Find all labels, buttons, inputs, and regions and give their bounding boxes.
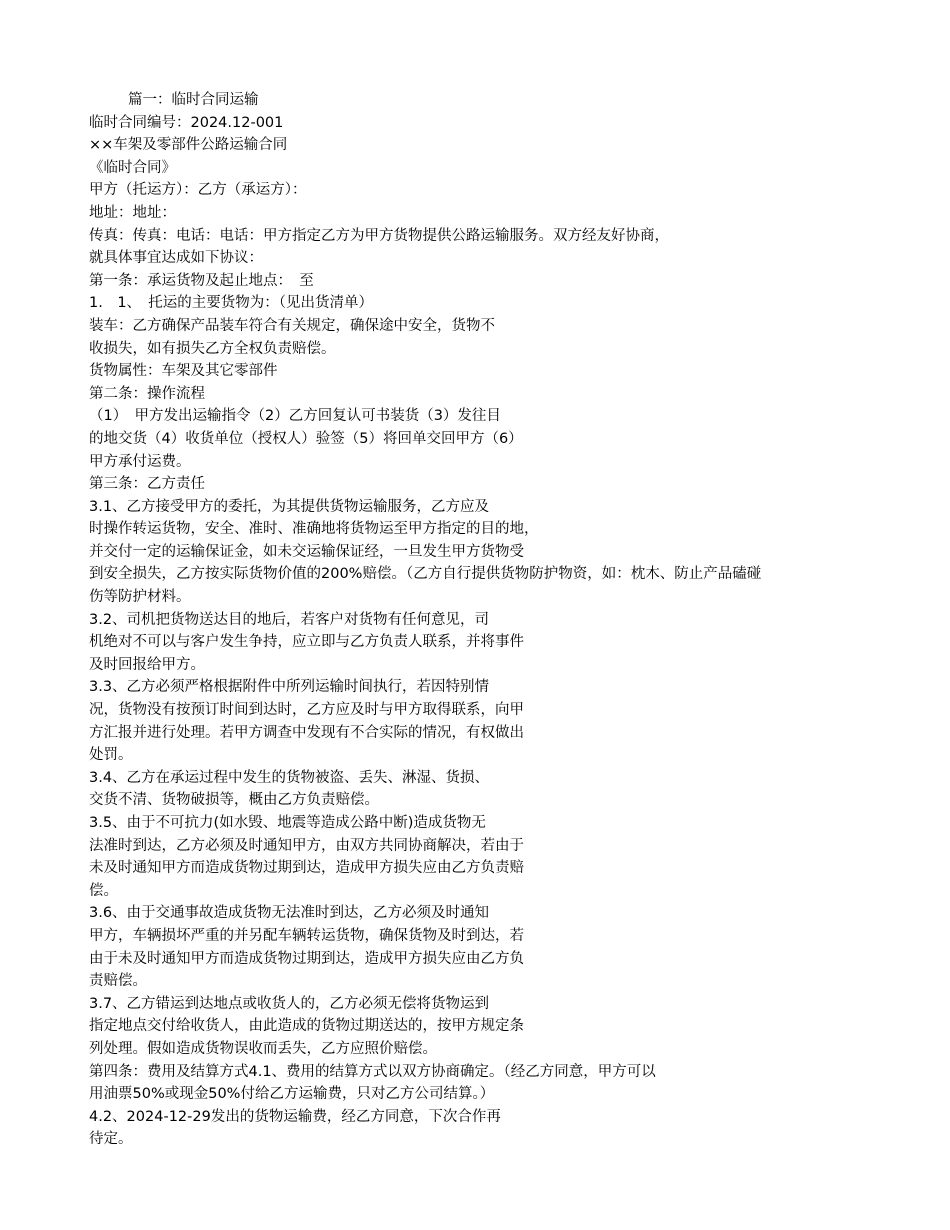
document-line: 列处理。假如造成货物误收而丢失，乙方应照价赔偿。 — [89, 1040, 437, 1057]
document-line: 3.2、司机把货物送达目的地后，若客户对货物有任何意见，司 — [89, 611, 490, 628]
document-line: 偿。 — [89, 882, 118, 899]
document-line: 《临时合同》 — [89, 159, 176, 176]
document-line: 传真：传真：电话：电话：甲方指定乙方为甲方货物提供公路运输服务。双方经友好协商， — [89, 227, 669, 244]
document-line: 地址：地址： — [89, 204, 176, 221]
document-line: 3.1、乙方接受甲方的委托，为其提供货物运输服务，乙方应及 — [89, 498, 490, 515]
document-line: （1） 甲方发出运输指令（2）乙方回复认可书装货（3）发往目 — [89, 408, 501, 425]
document-line: 就具体事宜达成如下协议： — [89, 250, 263, 267]
document-line: 3.6、由于交通事故造成货物无法准时到达，乙方必须及时通知 — [89, 905, 490, 922]
document-line: 3.4、乙方在承运过程中发生的货物被盗、丢失、淋湿、货损、 — [89, 769, 490, 786]
document-line: 并交付一定的运输保证金，如未交运输保证经，一旦发生甲方货物受 — [89, 543, 524, 560]
document-line: 法准时到达，乙方必须及时通知甲方，由双方共同协商解决，若由于 — [89, 837, 524, 854]
document-line: 处罚。 — [89, 747, 133, 764]
document-line: 临时合同编号：2024.12-001 — [89, 114, 284, 131]
document-line: 责赔偿。 — [89, 973, 147, 990]
document-line: 3.7、乙方错运到达地点或收货人的，乙方必须无偿将货物运到 — [89, 995, 490, 1012]
document-line: 甲方承付运费。 — [89, 453, 191, 470]
document-line: 况，货物没有按预订时间到达时，乙方应及时与甲方取得联系，向甲 — [89, 702, 524, 719]
document-line: 货物属性：车架及其它零部件 — [89, 363, 278, 380]
document-line: 到安全损失，乙方按实际货物价值的200%赔偿。（乙方自行提供货物防护物资，如：枕木、防止产品磕碰 — [89, 566, 762, 583]
document-line: 4.2、2024-12-29发出的货物运输费，经乙方同意，下次合作再 — [89, 1108, 501, 1125]
document-line: 及时回报给甲方。 — [89, 656, 205, 673]
document-line: 由于未及时通知甲方而造成货物过期到达，造成甲方损失应由乙方负 — [89, 950, 524, 967]
document-line: 甲方（托运方）：乙方（承运方）： — [89, 182, 307, 199]
document-line: 未及时通知甲方而造成货物过期到达，造成甲方损失应由乙方负责赔 — [89, 860, 524, 877]
document-line: 待定。 — [89, 1131, 133, 1148]
document-line: 3.3、乙方必须严格根据附件中所列运输时间执行，若因特别情 — [89, 679, 490, 696]
document-heading: 篇一：临时合同运输 — [128, 92, 259, 108]
document-line: 装车：乙方确保产品装车符合有关规定，确保途中安全，货物不 — [89, 317, 495, 334]
document-line: 的地交货（4）收货单位（授权人）验签（5）将回单交回甲方（6） — [89, 430, 523, 447]
document-line: 第一条：承运货物及起止地点： 至 — [89, 272, 314, 289]
document-line: 1. 1、 托运的主要货物为：（见出货清单） — [89, 295, 374, 312]
document-line: ××车架及零部件公路运输合同 — [89, 137, 288, 154]
document-line: 方汇报并进行处理。若甲方调查中发现有不合实际的情况，有权做出 — [89, 724, 524, 741]
document-line: 指定地点交付给收货人，由此造成的货物过期送达的，按甲方规定条 — [89, 1018, 524, 1035]
document-line: 第二条：操作流程 — [89, 385, 205, 402]
document-line: 甲方，车辆损坏严重的并另配车辆转运货物，确保货物及时到达，若 — [89, 927, 524, 944]
document-page — [89, 89, 869, 1151]
document-line: 用油票50%或现金50%付给乙方运输费，只对乙方公司结算。） — [89, 1086, 495, 1103]
document-body — [89, 112, 869, 1151]
document-line: 时操作转运货物，安全、准时、准确地将货物运至甲方指定的目的地， — [89, 521, 539, 538]
document-line: 3.5、由于不可抗力(如水毁、地震等造成公路中断)造成货物无 — [89, 815, 486, 831]
document-line: 第三条：乙方责任 — [89, 476, 205, 493]
document-line: 收损失，如有损失乙方全权负责赔偿。 — [89, 340, 336, 357]
document-line: 第四条：费用及结算方式4.1、费用的结算方式以双方协商确定。（经乙方同意，甲方可以 — [89, 1063, 656, 1080]
document-line: 伤等防护材料。 — [89, 589, 191, 606]
document-line: 机绝对不可以与客户发生争持，应立即与乙方负责人联系，并将事件 — [89, 634, 524, 651]
document-line: 交货不清、货物破损等，概由乙方负责赔偿。 — [89, 792, 379, 809]
